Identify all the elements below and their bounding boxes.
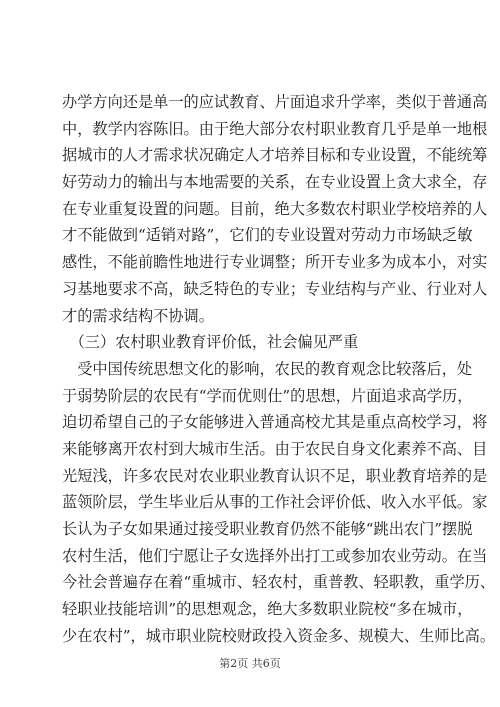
text-line: 中，教学内容陈旧。由于绝大部分农村职业教育几乎是单一地根 xyxy=(62,119,488,138)
text-line: 光短浅，许多农民对农业职业教育认识不足，职业教育培养的是 xyxy=(62,466,488,485)
page-footer: 第2页 共6页 xyxy=(219,657,281,670)
text-line: 迫切希望自己的子女能够进入普通高校尤其是重点高校学习，将 xyxy=(62,413,488,432)
text-line: 好劳动力的输出与本地需要的关系，在专业设置上贪大求全，存 xyxy=(62,173,488,192)
text-line: 办学方向还是单一的应试教育、片面追求升学率，类似于普通高 xyxy=(62,93,488,111)
text-line: 于弱势阶层的农民有“学而优则仕”的思想，片面追求高学历， xyxy=(62,386,473,405)
text-line: 在专业重复设置的问题。目前，绝大多数农村职业学校培养的人 xyxy=(62,199,488,218)
text-line: 少在农村”，城市职业院校财政投入资金多、规模大、生师比高。 xyxy=(62,626,496,645)
text-line: 蓝领阶层，学生毕业后从事的工作社会评价低、收入水平低。家 xyxy=(62,493,488,512)
text-line: 感性，不能前瞻性地进行专业调整；所开专业多为成本小，对实 xyxy=(62,253,488,272)
text-line: 才的需求结构不协调。 xyxy=(62,306,214,325)
text-line: 农村生活，他们宁愿让子女选择外出打工或参加农业劳动。在当 xyxy=(62,546,488,565)
body-text xyxy=(62,89,496,649)
text-line: 来能够离开农村到大城市生活。由于农民自身文化素养不高、目 xyxy=(62,439,488,458)
text-line: 长认为子女如果通过接受职业教育仍然不能够“跳出农门”摆脱 xyxy=(62,520,473,538)
text-line: 受中国传统思想文化的影响，农民的教育观念比较落后，处 xyxy=(62,359,473,378)
text-line: 轻职业技能培训”的思想观念，绝大多数职业院校“多在城市， xyxy=(62,600,473,619)
text-line: 习基地要求不高，缺乏特色的专业；专业结构与产业、行业对人 xyxy=(62,279,488,298)
text-line: 才不能做到“适销对路”，它们的专业设置对劳动力市场缺乏敏 xyxy=(62,226,473,245)
text-line: （三）农村职业教育评价低，社会偏见严重 xyxy=(62,333,359,352)
text-line: 今社会普遍存在着“重城市、轻农村，重普教、轻职教，重学历、 xyxy=(62,573,496,592)
text-line: 据城市的人才需求状况确定人才培养目标和专业设置，不能统筹 xyxy=(62,146,488,165)
